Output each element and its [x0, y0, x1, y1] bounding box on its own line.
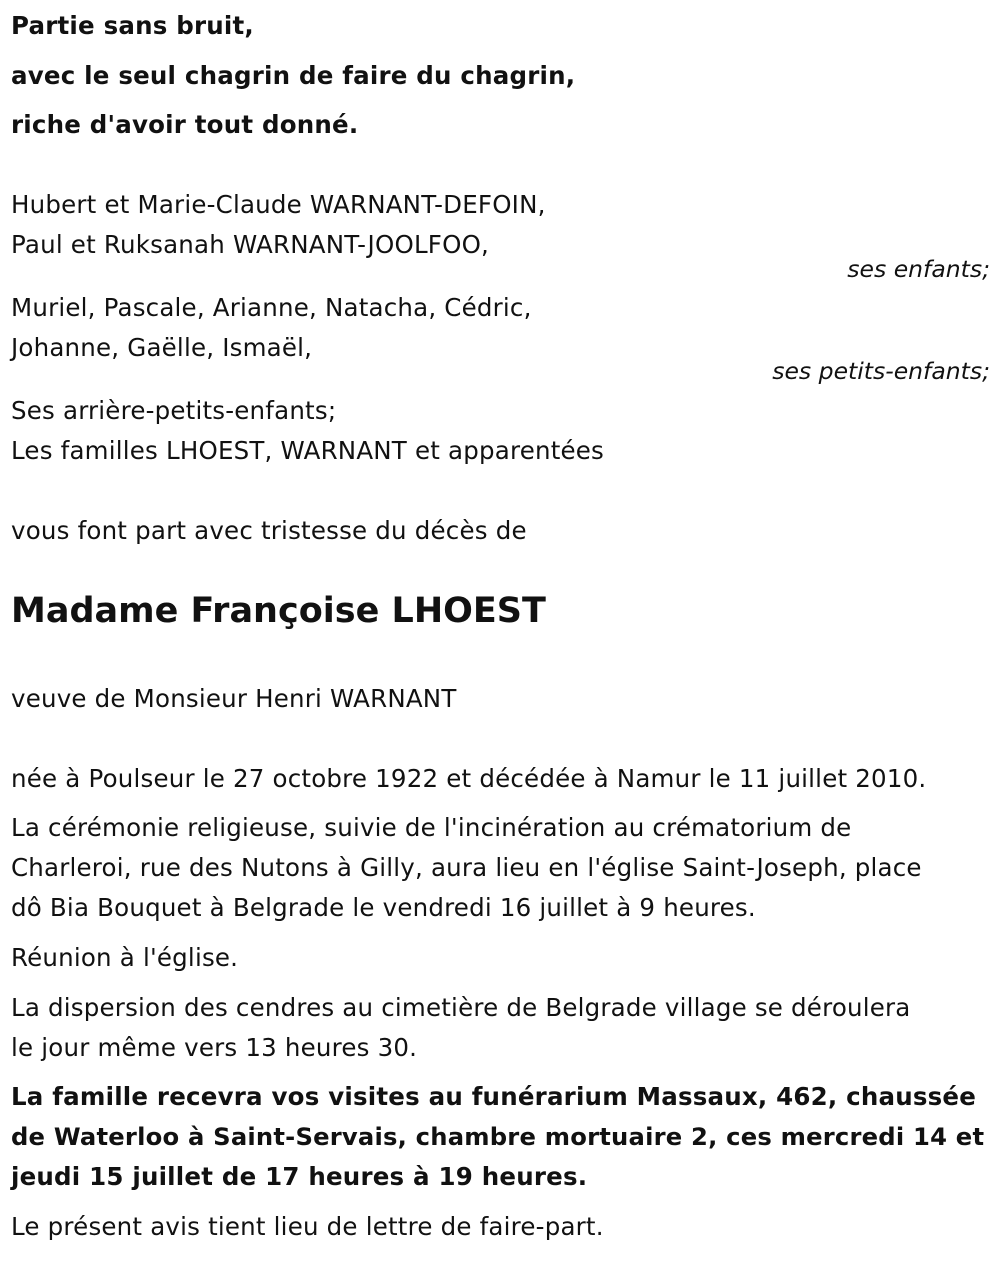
closing-text: Le présent avis tient lieu de lettre de faire-part.: [11, 1212, 604, 1241]
epitaph-line-1: Partie sans bruit,: [11, 11, 254, 40]
visits-line-1: La famille recevra vos visites au funérarium Massaux, 462, chaussée: [11, 1082, 977, 1111]
dispersion-line-2: le jour même vers 13 heures 30.: [11, 1033, 418, 1062]
visits-line-3: jeudi 15 juillet de 17 heures à 19 heures.: [11, 1162, 588, 1191]
family-line-1: Ses arrière-petits-enfants;: [11, 396, 337, 425]
epitaph-line-3: riche d'avoir tout donné.: [11, 110, 359, 139]
grandchildren-role: ses petits-enfants;: [772, 357, 990, 385]
visits-line-2: de Waterloo à Saint-Servais, chambre mortuaire 2, ces mercredi 14 et: [11, 1122, 985, 1151]
widow-of-text: veuve de Monsieur Henri WARNANT: [11, 684, 457, 713]
birth-death-text: née à Poulseur le 27 octobre 1922 et décédée à Namur le 11 juillet 2010.: [11, 764, 927, 793]
ceremony-line-3: dô Bia Bouquet à Belgrade le vendredi 16 juillet à 9 heures.: [11, 893, 756, 922]
ceremony-line-1: La cérémonie religieuse, suivie de l'incinération au crématorium de: [11, 813, 852, 842]
grandchildren-line-1: Muriel, Pascale, Arianne, Natacha, Cédric,: [11, 293, 532, 322]
children-line-2: Paul et Ruksanah WARNANT-JOOLFOO,: [11, 230, 490, 259]
epitaph-line-2: avec le seul chagrin de faire du chagrin,: [11, 61, 576, 90]
children-line-1: Hubert et Marie-Claude WARNANT-DEFOIN,: [11, 190, 546, 219]
children-role: ses enfants;: [847, 255, 990, 283]
grandchildren-line-2: Johanne, Gaëlle, Ismaël,: [11, 333, 313, 362]
ceremony-line-2: Charleroi, rue des Nutons à Gilly, aura lieu en l'église Saint-Joseph, place: [11, 853, 922, 882]
announcement-text: vous font part avec tristesse du décès de: [11, 516, 527, 545]
meeting-text: Réunion à l'église.: [11, 943, 239, 972]
dispersion-line-1: La dispersion des cendres au cimetière de Belgrade village se déroulera: [11, 993, 911, 1022]
family-line-2: Les familles LHOEST, WARNANT et apparentées: [11, 436, 605, 465]
deceased-name: Madame Françoise LHOEST: [11, 591, 546, 631]
